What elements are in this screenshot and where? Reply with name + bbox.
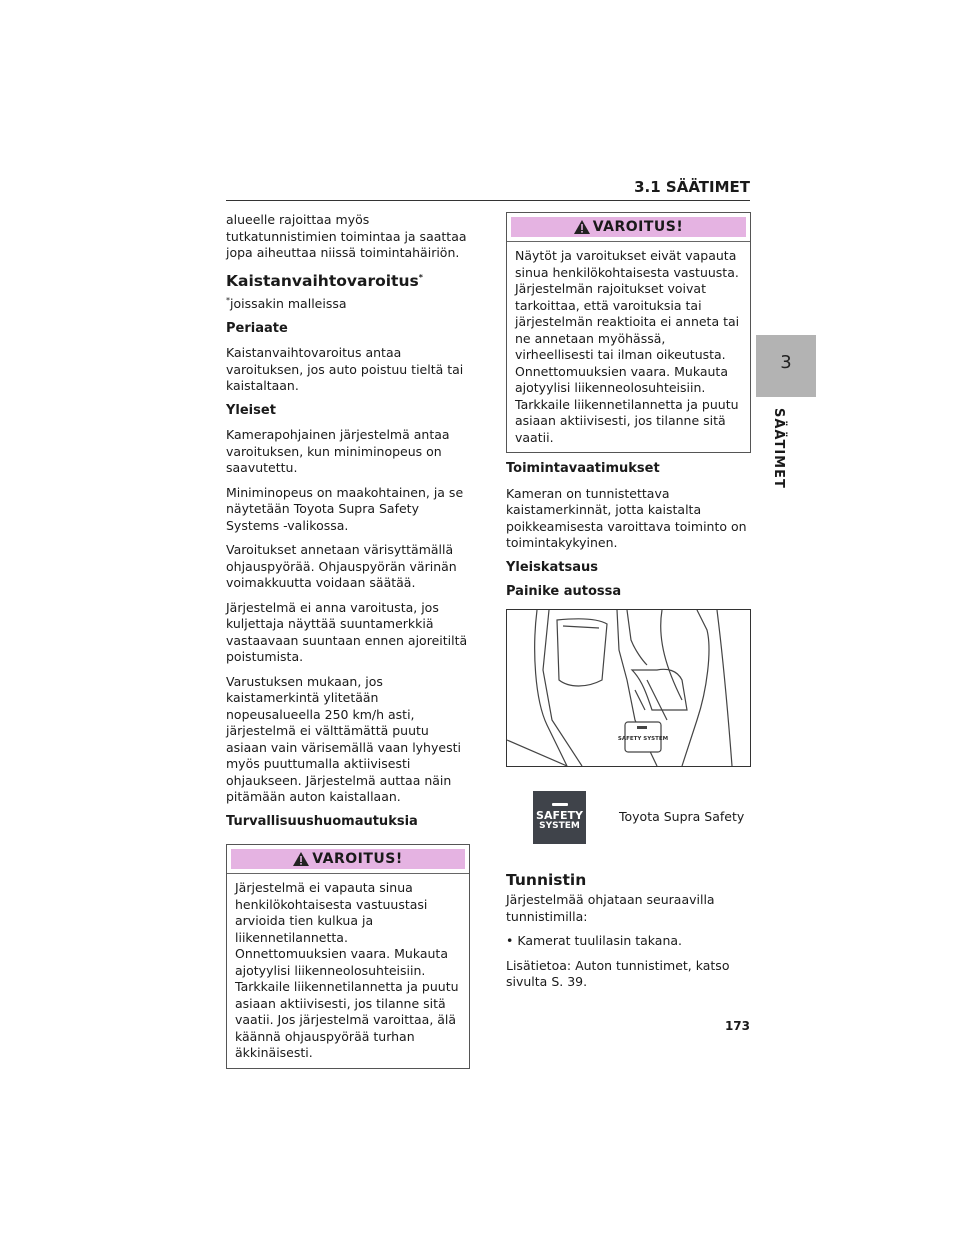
footnote-mark: * [226, 296, 230, 306]
footnote [226, 293, 470, 313]
page-number: 173 [724, 1019, 750, 1033]
chapter-label: SÄÄTIMET [771, 408, 786, 489]
general-paragraph-4: Järjestelmä ei anna varoitusta, jos kuljettaja näyttää suuntamerkkiä vastaavaan suuntaan ennen ajoreitiltä poistumista. [226, 599, 468, 665]
chapter-number: 3 [780, 352, 792, 373]
heading-requirements: Toimintavaatimukset [506, 461, 660, 476]
logo-bar [552, 803, 568, 806]
right-column [506, 212, 751, 999]
section-title [226, 270, 470, 290]
logo-caption: Toyota Supra Safety [619, 808, 745, 824]
general-paragraph-3: Varoitukset annetaan värisyttämällä ohjauspyörää. Ohjauspyörän värinän voimakkuutta voidaan säätää. [226, 542, 457, 591]
more-info-link[interactable]: Lisätietoa: Auton tunnistimet, katso sivulta S. 39. [506, 957, 730, 989]
safety-system-logo [533, 791, 586, 844]
warning-title: VAROITUS! [312, 851, 403, 868]
heading-overview: Yleiskatsaus [506, 559, 599, 575]
figure-button-label: SAFETY SYSTEM [617, 735, 669, 742]
requirements-text: Kameran on tunnistettava kaistamerkinnät, jotta kaistalta poikkeamisesta varoittava toiminto on toimintakykyinen. [506, 485, 747, 550]
warning-title: VAROITUS! [592, 218, 684, 235]
footnote-text: joissakin malleissa [230, 296, 347, 312]
title-footnote-mark: * [418, 272, 423, 282]
sensor-text: Järjestelmää ohjataan seuraavilla tunnistimilla: [506, 892, 715, 924]
principle-text: Kaistanvaihtovaroitus antaa varoituksen, jos auto poistuu tieltä tai kaistaltaan. [226, 345, 464, 394]
logo-line-2: SYSTEM [539, 821, 580, 831]
heading-sensor: Tunnistin [506, 870, 587, 889]
warning-body: Järjestelmä ei vapauta sinua henkilökohtaisesta vastuustasi arvioida tien kulkua ja liikennetilannetta. Onnettomuuksien vaara. Mukauta ajotyylisi liikenneolosuhteisiin. Tarkkaile liikennetilannetta ja puutu asiaan aktiivisesti, jos tilanne sitä vaatii. Jos järjestelmä varoittaa, älä käännä ohjauspyörää turhan äkkinäisesti. [227, 873, 469, 1068]
left-column [226, 212, 470, 1077]
header-rule [226, 200, 750, 201]
intro-text: alueelle rajoittaa myös tutkatunnistimien toimintaa ja saattaa jopa aiheuttaa niissä toimintahäiriön. [226, 212, 467, 260]
heading-button-in-car: Painike autossa [506, 584, 622, 599]
warning-header [231, 849, 465, 869]
logo-line-1: SAFETY [536, 809, 583, 822]
warning-triangle-icon [293, 852, 309, 866]
figure-button-in-car [506, 609, 751, 767]
header-title: 3.1 SÄÄTIMET [634, 178, 750, 196]
general-paragraph-1: Kamerapohjainen järjestelmä antaa varoituksen, kun miniminopeus on saavutettu. [226, 427, 450, 476]
section-title-text: Kaistanvaihtovaroitus [226, 271, 419, 290]
heading-principle: Periaate [226, 320, 288, 336]
sensor-bullet: • Kamerat tuulilasin takana. [506, 933, 683, 948]
safety-logo-row [506, 791, 751, 844]
general-paragraph-5: Varustuksen mukaan, jos kaistamerkintä ylitetään nopeusalueella 250 km/h asti, järjestelmä ei välttämättä puutu asiaan vain värisemällä vaan lyhyesti myös puuttumalla aktiivisesti ohjaukseen. Järjestelmä auttaa näin pitämään auton kaistallaan. [226, 673, 461, 805]
console-illustration [507, 610, 750, 766]
general-paragraph-2: Miniminopeus on maakohtainen, ja se näytetään Toyota Supra Safety Systems -valikossa. [226, 484, 464, 533]
warning-header [511, 217, 746, 237]
heading-safety-notes: Turvallisuushuomautuksia [226, 813, 418, 829]
warning-box-left [226, 844, 470, 1069]
warning-body: Näytöt ja varoitukset eivät vapauta sinua henkilökohtaisesta vastuusta. Järjestelmän rajoitukset voivat tarkoittaa, että varoituksia tai järjestelmän reaktioita ei anneta tai ne annetaan myöhässä, virheellisesti tai ilman oikeutusta. Onnettomuuksien vaara. Mukauta ajotyylisi liikenneolosuhteisiin. Tarkkaile liikennetilannetta ja puutu asiaan aktiivisesti, jos tilanne sitä vaatii. [507, 241, 750, 452]
heading-general: Yleiset [226, 402, 276, 418]
warning-box-right [506, 212, 751, 453]
warning-triangle-icon [574, 220, 590, 234]
